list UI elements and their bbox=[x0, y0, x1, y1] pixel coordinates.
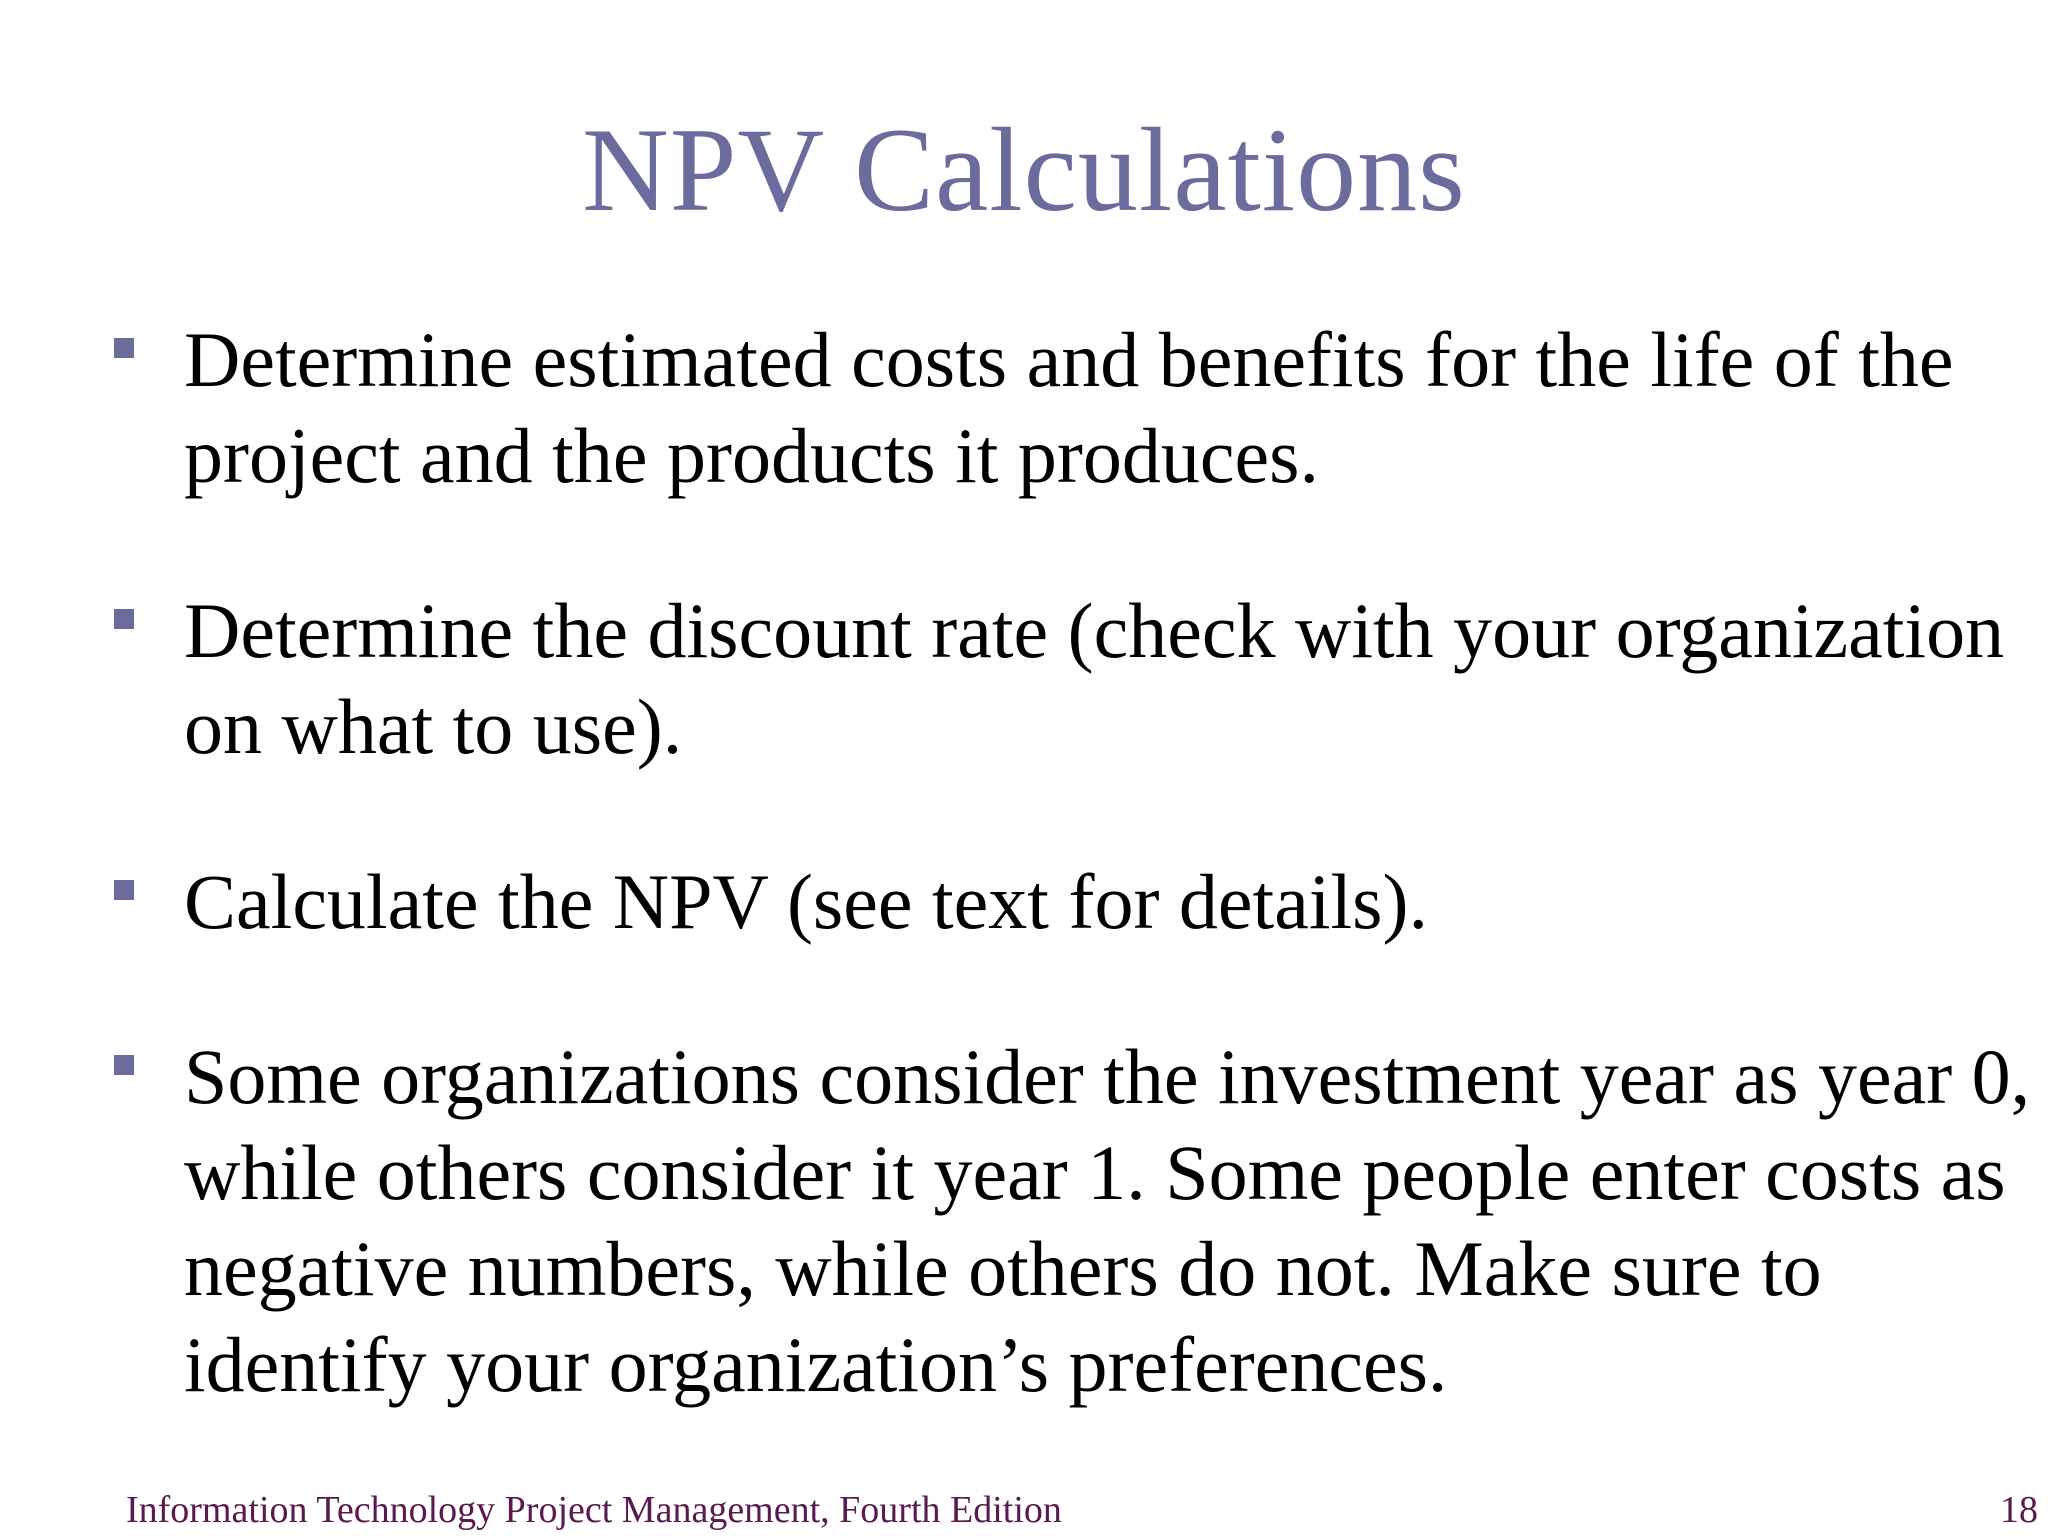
bullet-item bbox=[110, 1029, 2031, 1413]
bullet-list bbox=[110, 312, 2031, 1492]
square-bullet-icon bbox=[114, 338, 134, 358]
bullet-text: Determine estimated costs and benefits for the life of the project and the products it produces. bbox=[184, 316, 1954, 499]
square-bullet-icon bbox=[114, 880, 134, 900]
bullet-text: Calculate the NPV (see text for details). bbox=[184, 858, 1429, 945]
bullet-item bbox=[110, 312, 2010, 504]
bullet-text: Determine the discount rate (check with your organization on what to use). bbox=[184, 587, 2005, 770]
footer-source: Information Technology Project Management, Fourth Edition bbox=[126, 1489, 1062, 1531]
bullet-item bbox=[110, 854, 2010, 950]
bullet-text: Some organizations consider the investment year as year 0, while others consider it year 1. Some people enter costs as negative numbers, while others do not. Make sure to identify your organization’s preferences. bbox=[184, 1033, 2031, 1408]
square-bullet-icon bbox=[114, 1055, 134, 1075]
slide-title: NPV Calculations bbox=[582, 103, 1466, 236]
page-number: 18 bbox=[2000, 1489, 2038, 1531]
bullet-item bbox=[110, 583, 2010, 775]
square-bullet-icon bbox=[114, 609, 134, 629]
